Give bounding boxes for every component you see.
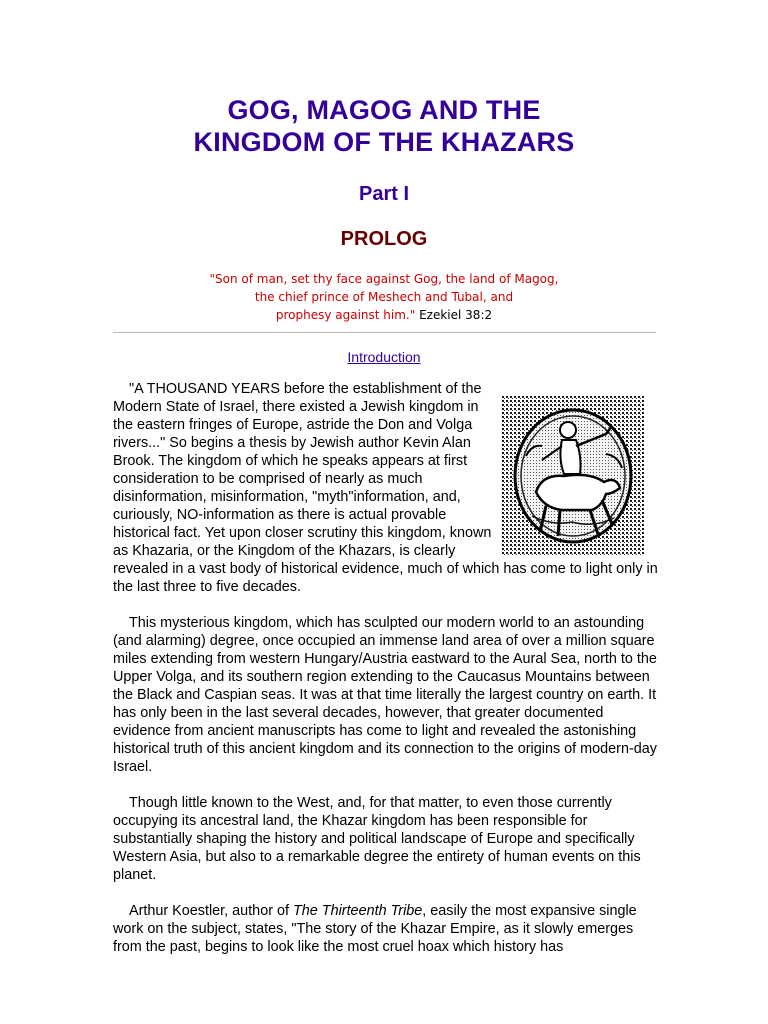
epigraph <box>0 270 768 324</box>
paragraph-2: This mysterious kingdom, which has sculpted our modern world to an astounding (and alarming) degree, once occupied an immense land area of over a million square miles extending from western Hungary/Austria eastward to the Aural Sea, north to the Upper Volga, and its southern region extending to the Caucasus Mountains between the Black and Caspian seas. It was at that time literally the largest country on earth. It has only been in the last several decades, however, that greater documented evidence from ancient manuscripts has come to light and revealed the astonishing historical truth of this ancient kingdom and its connection to the origins of modern-day Israel. <box>113 615 657 775</box>
title-line-1: GOG, MAGOG AND THE <box>227 95 541 125</box>
document-title <box>0 94 768 158</box>
section-heading: PROLOG <box>340 228 428 250</box>
paragraph-4-rest: , easily the most expansive single work on the subject, states, "The story of the Khazar Empire, as it slowly emerges from the past, begins to look like the most cruel hoax which history has <box>113 903 637 955</box>
paragraph-4 <box>113 902 658 956</box>
title-line-2: KINGDOM OF THE KHAZARS <box>193 127 575 157</box>
paragraph-4-lead: Arthur Koestler, author of <box>129 903 293 919</box>
paragraph-1: "A THOUSAND YEARS before the establishment of the Modern State of Israel, there existed a Jewish kingdom in the eastern fringes of Europe, astride the Don and Volga rivers..." So begins a thesis by Jewish author Kevin Alan Brook. The kingdom of which he speaks appears at first consideration to be comprised of nearly as much disinformation, misinformation, "myth"information, and, curiously, NO-information as there is actual provable historical fact. Yet upon closer scrutiny this kingdom, known as Khazaria, or the Kingdom of the Khazars, is clearly revealed in a vast body of historical evidence, much of which has come to light only in the last three to five decades. <box>113 381 658 595</box>
epigraph-line-3: prophesy against him." <box>275 308 416 322</box>
introduction-link-row <box>0 348 768 366</box>
part-heading: Part I <box>358 183 410 205</box>
epigraph-reference: Ezekiel 38:2 <box>419 308 493 322</box>
khazar-horseman-plate-image <box>502 396 644 556</box>
epigraph-line-2: the chief prince of Meshech and Tubal, and <box>254 290 514 304</box>
introduction-link[interactable]: Introduction <box>347 349 421 365</box>
epigraph-line-1: "Son of man, set thy face against Gog, the land of Magog, <box>209 272 559 286</box>
paragraph-3: Though little known to the West, and, for that matter, to even those currently occupying its ancestral land, the Khazar kingdom has been responsible for substantially shaping the history and political landscape of Europe and specifically Western Asia, but also to a remarkable degree the entirety of human events on this planet. <box>113 795 641 883</box>
book-title: The Thirteenth Tribe <box>292 903 423 919</box>
article-body <box>113 380 658 974</box>
horizontal-divider <box>113 332 656 333</box>
